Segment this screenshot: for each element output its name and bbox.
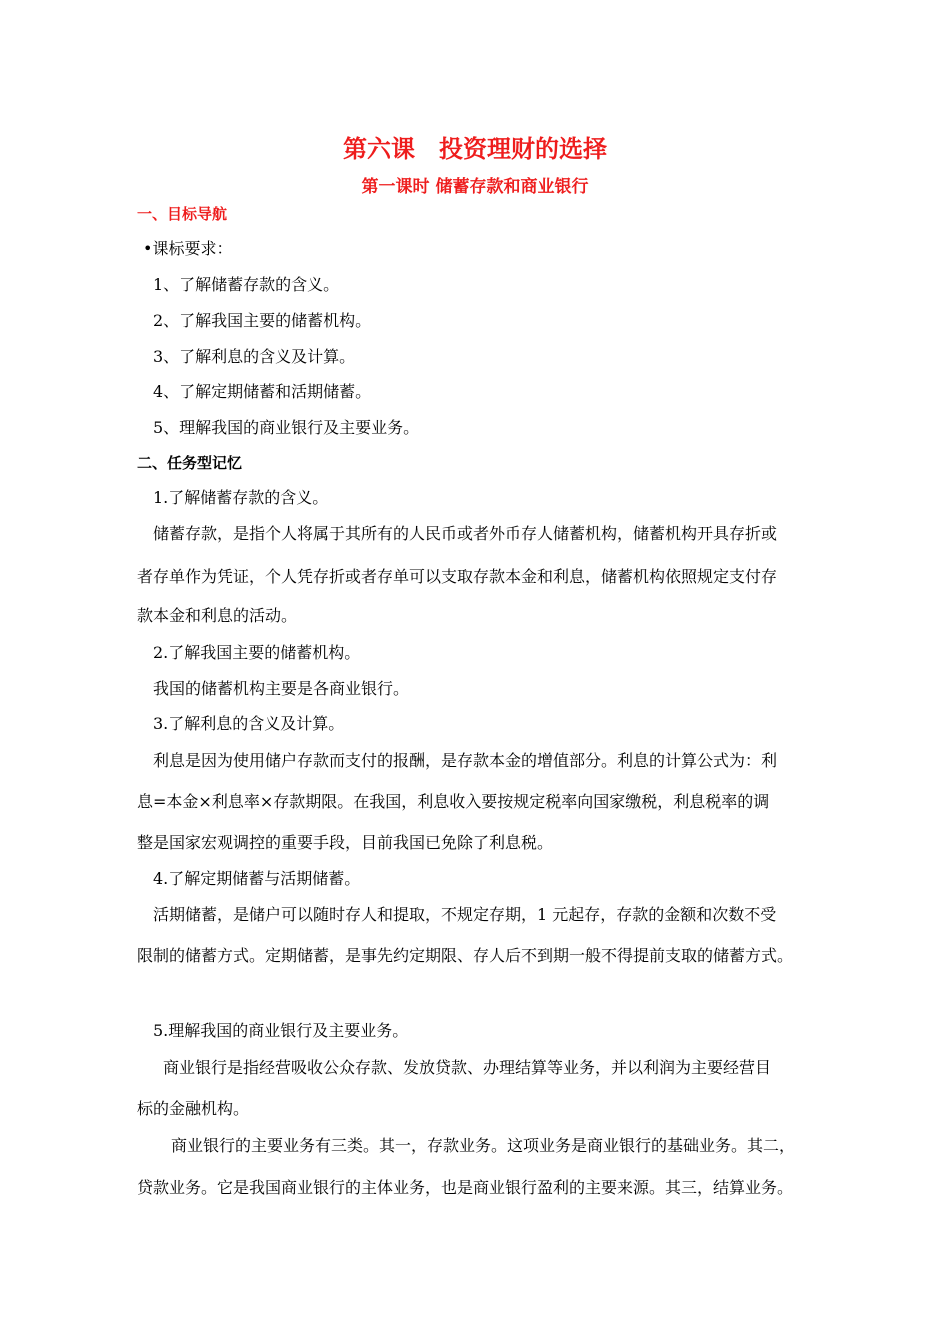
question-4: 4.了解定期储蓄与活期储蓄。 bbox=[153, 869, 361, 888]
section-heading-goals: 一、目标导航 bbox=[137, 205, 228, 223]
answer-6-line: 贷款业务。它是我国商业银行的主体业务，也是商业银行盈利的主要来源。其三，结算业务。 bbox=[137, 1178, 794, 1197]
answer-4-line: 活期储蓄，是储户可以随时存人和提取，不规定存期，1 元起存，存款的金额和次数不受 bbox=[153, 905, 777, 924]
page-subtitle: 第一课时 储蓄存款和商业银行 bbox=[361, 177, 589, 197]
answer-3-line: 利息是因为使用储户存款而支付的报酬，是存款本金的增值部分。利息的计算公式为：利 bbox=[153, 751, 778, 770]
curriculum-bullet: •课标要求： bbox=[143, 239, 233, 258]
question-5: 5.理解我国的商业银行及主要业务。 bbox=[153, 1021, 409, 1040]
question-2: 2.了解我国主要的储蓄机构。 bbox=[153, 643, 361, 662]
answer-5-line: 商业银行是指经营吸收公众存款、发放贷款、办理结算等业务，并以利润为主要经营目 bbox=[163, 1058, 772, 1077]
question-1: 1.了解储蓄存款的含义。 bbox=[153, 488, 329, 507]
goal-item: 3、了解利息的含义及计算。 bbox=[153, 347, 356, 366]
question-3: 3.了解利息的含义及计算。 bbox=[153, 714, 345, 733]
answer-6-line: 商业银行的主要业务有三类。其一，存款业务。这项业务是商业银行的基础业务。其二， bbox=[171, 1136, 796, 1155]
answer-3-line: 整是国家宏观调控的重要手段，目前我国已免除了利息税。 bbox=[137, 833, 554, 852]
answer-1-line: 款本金和利息的活动。 bbox=[137, 606, 298, 625]
section-heading-memory: 二、任务型记忆 bbox=[137, 454, 243, 472]
answer-5-line: 标的金融机构。 bbox=[137, 1099, 250, 1118]
answer-4-line: 限制的储蓄方式。定期储蓄，是事先约定期限、存人后不到期一般不得提前支取的储蓄方式。 bbox=[137, 946, 794, 965]
answer-1-line: 者存单作为凭证，个人凭存折或者存单可以支取存款本金和利息，储蓄机构依照规定支付存 bbox=[137, 567, 778, 586]
page-title: 第六课 投资理财的选择 bbox=[343, 135, 607, 163]
goal-item: 4、了解定期储蓄和活期储蓄。 bbox=[153, 382, 372, 401]
answer-3-line: 息=本金×利息率×存款期限。在我国，利息收入要按规定税率向国家缴税，利息税率的调 bbox=[137, 792, 770, 811]
goal-item: 5、理解我国的商业银行及主要业务。 bbox=[153, 418, 420, 437]
answer-2: 我国的储蓄机构主要是各商业银行。 bbox=[153, 679, 410, 698]
goal-item: 1、了解储蓄存款的含义。 bbox=[153, 275, 340, 294]
goal-item: 2、了解我国主要的储蓄机构。 bbox=[153, 311, 372, 330]
answer-1-line: 储蓄存款，是指个人将属于其所有的人民币或者外币存人储蓄机构，储蓄机构开具存折或 bbox=[153, 524, 778, 543]
